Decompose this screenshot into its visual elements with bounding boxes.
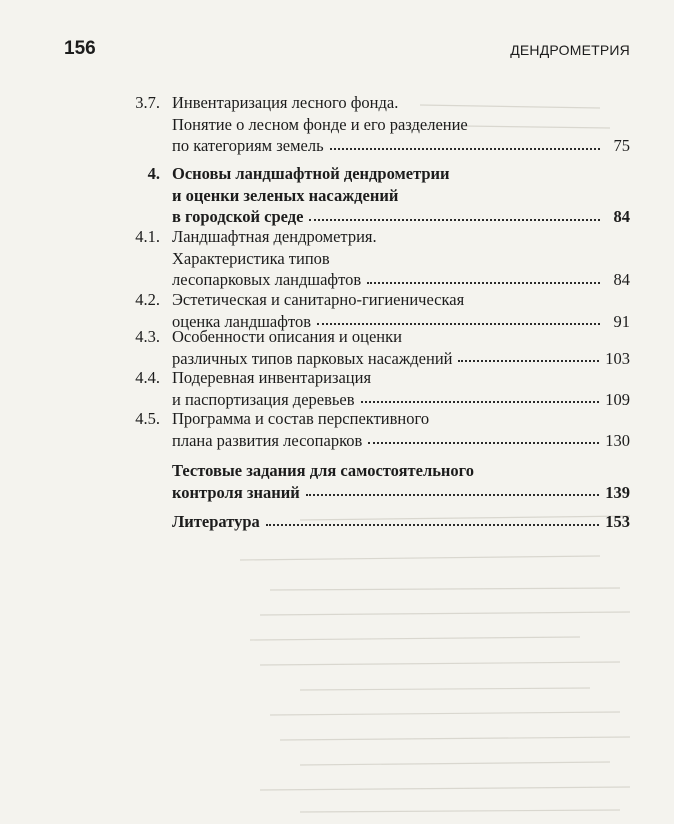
toc-entry-title-line: в городской среде: [172, 207, 304, 226]
toc-entry-number: 3.7.: [135, 93, 160, 112]
toc-entry-last-line: [172, 482, 630, 503]
toc-entry-title-line: Понятие о лесном фонде и его разделение: [172, 114, 468, 134]
dot-leader: [309, 219, 600, 221]
toc-entry-title-line: Особенности описания и оценки: [172, 327, 402, 346]
toc-page-number: 84: [613, 207, 630, 226]
dot-leader: [458, 360, 599, 362]
toc-entry-title-line: Ландшафтная дендрометрия.: [172, 227, 377, 246]
toc-entry-title-line: различных типов парковых насаждений: [172, 348, 453, 368]
toc-page-number: 130: [605, 430, 630, 450]
toc-entry-number: 4.4.: [135, 368, 160, 387]
page-number: 156: [64, 38, 96, 59]
toc-entry-last-line: [172, 269, 630, 290]
dot-leader: [266, 524, 599, 526]
toc-entry-title-line: Инвентаризация лесного фонда.: [172, 93, 399, 112]
dot-leader: [368, 442, 599, 444]
toc-entry-title-line: оценка ландшафтов: [172, 311, 311, 331]
running-head: ДЕНДРОМЕТРИЯ: [510, 42, 630, 58]
toc-entry-number: 4.2.: [135, 290, 160, 309]
toc-entry-last-line: [172, 135, 630, 156]
toc-entry-title-line: и паспортизация деревьев: [172, 389, 355, 409]
toc-entry-title-line: плана развития лесопарков: [172, 430, 363, 450]
toc-entry-title-line: по категориям земель: [172, 136, 324, 155]
toc-entry-title-line: Характеристика типов: [172, 248, 330, 268]
dot-leader: [317, 323, 600, 325]
dot-leader: [361, 401, 600, 403]
toc-page-number: 75: [613, 136, 630, 155]
toc-page-number: 139: [605, 482, 630, 502]
toc-entry-title-line: лесопарковых ландшафтов: [172, 270, 362, 289]
toc-entry-title-line: Эстетическая и санитарно-гигиеническая: [172, 290, 465, 309]
dot-leader: [306, 494, 599, 496]
dot-leader: [330, 148, 600, 150]
toc-entry-last-line: [172, 511, 630, 532]
toc-entry-title-line: Программа и состав перспективного: [172, 409, 430, 428]
toc-entry-number: 4.1.: [135, 227, 160, 246]
toc-page-number: 109: [605, 389, 630, 409]
toc-entry-number: 4.5.: [135, 409, 160, 428]
toc-entry-title-line: Основы ландшафтной дендрометрии: [172, 164, 450, 183]
toc-entry-title-line: Литература: [172, 512, 260, 531]
toc-entry-number: 4.3.: [135, 327, 160, 346]
toc-entry-last-line: [172, 206, 630, 227]
toc-entry-title-line: Подеревная инвентаризация: [172, 368, 372, 387]
toc-entry-title-line: Тестовые задания для самостоятельного: [172, 461, 475, 480]
toc-page-number: 84: [613, 270, 630, 289]
toc-entry-last-line: [172, 430, 630, 451]
toc-page-number: 153: [605, 512, 630, 531]
toc-page-number: 91: [613, 311, 630, 331]
dot-leader: [367, 282, 600, 284]
toc-page-number: 103: [605, 348, 630, 368]
toc-entry-number: 4.: [147, 164, 160, 183]
toc-entry-last-line: [172, 389, 630, 410]
toc-entry-title-line: и оценки зеленых насаждений: [172, 185, 399, 205]
toc-entry-last-line: [172, 348, 630, 369]
toc-entry-title-line: контроля знаний: [172, 482, 300, 502]
